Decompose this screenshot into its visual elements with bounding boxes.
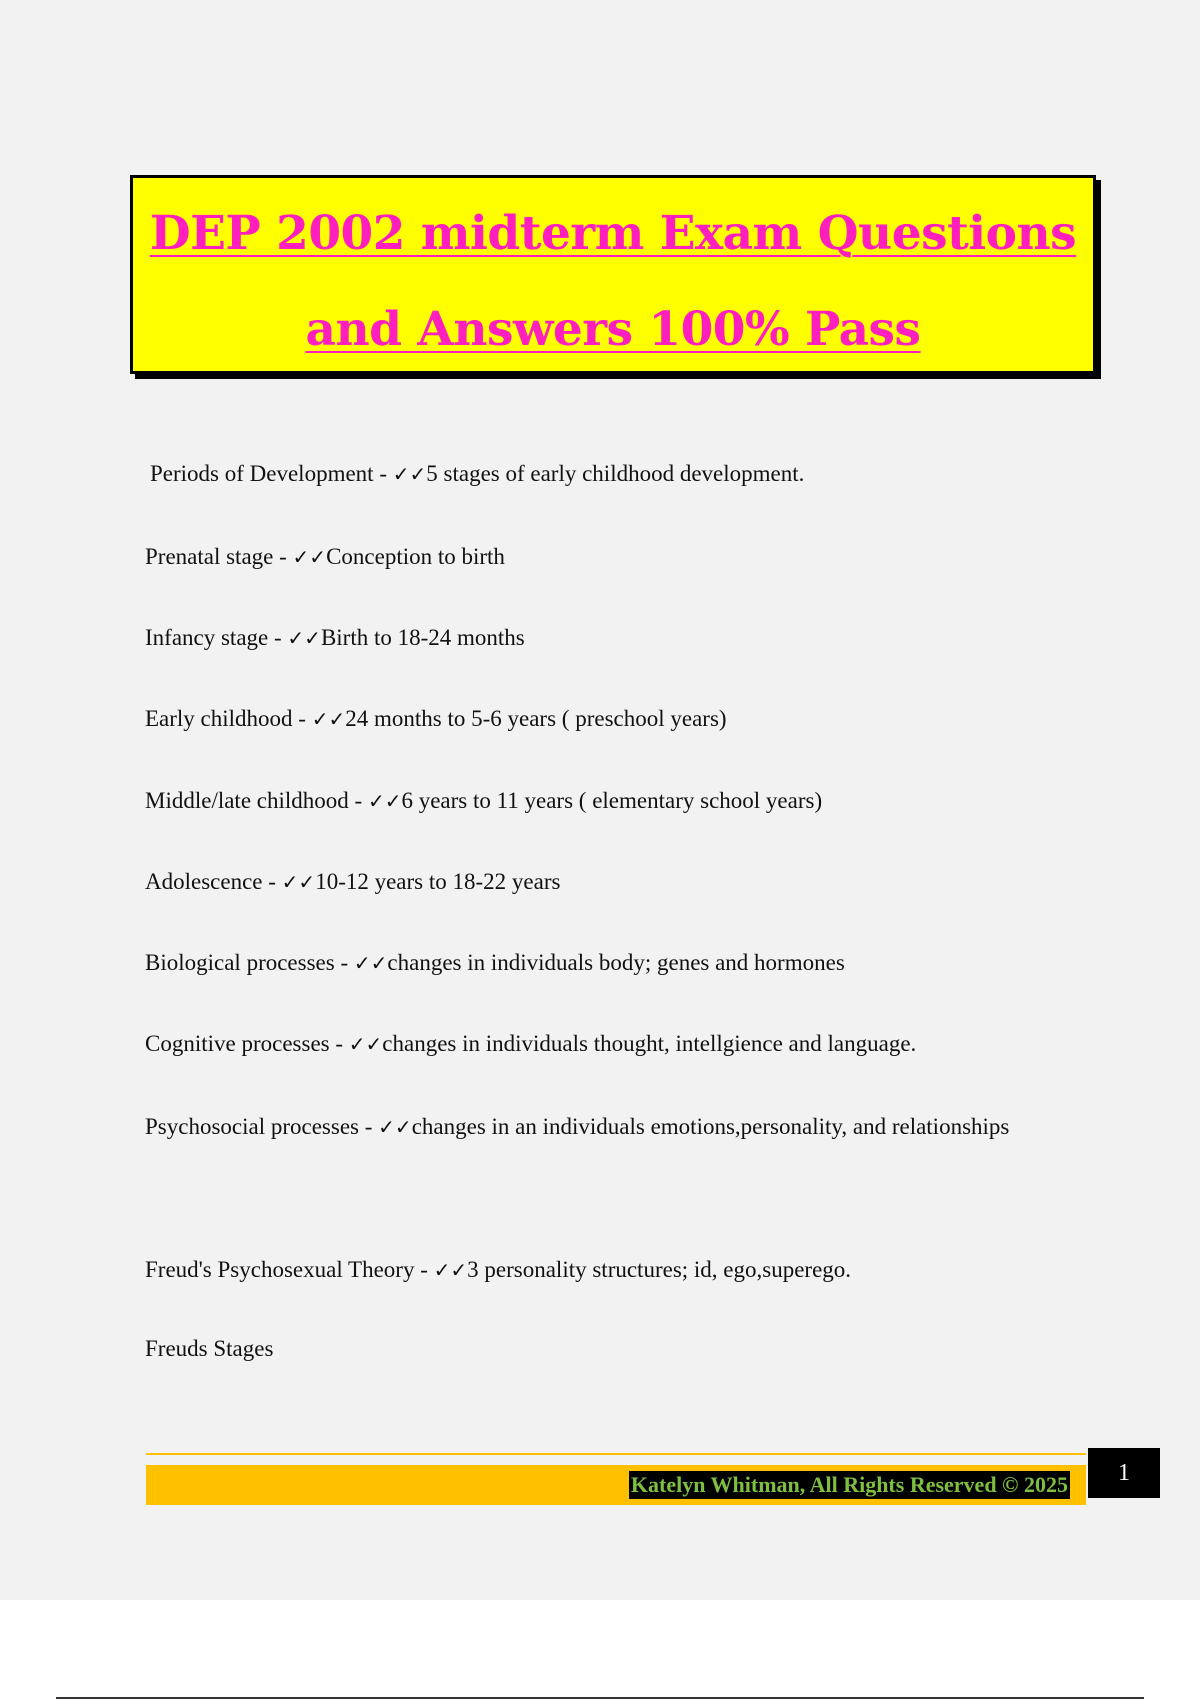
qa-definition: changes in an individuals emotions,personality, and relationships [411,1114,1010,1139]
double-check-icon: ✓✓ [348,1032,383,1056]
qa-definition: 6 years to 11 years ( elementary school years) [401,788,823,813]
title-line-1: DEP 2002 midterm Exam Questions [149,206,1077,261]
qa-term: Psychosocial processes [145,1114,359,1139]
qa-definition: 3 personality structures; id, ego,superego. [467,1257,852,1282]
qa-item: Freud's Psychosexual Theory - ✓✓3 personality structures; id, ego,superego. [145,1257,852,1282]
double-check-icon: ✓✓ [292,545,327,569]
qa-term: Biological processes [145,950,335,975]
qa-item: Adolescence - ✓✓10-12 years to 18-22 years [145,869,561,894]
qa-term: Prenatal stage [145,544,274,569]
qa-item: Infancy stage - ✓✓Birth to 18-24 months [145,625,525,650]
qa-term: Cognitive processes [145,1031,330,1056]
double-check-icon: ✓✓ [287,626,321,650]
page-number: 1 [1088,1448,1160,1498]
qa-item: Biological processes - ✓✓changes in individuals body; genes and hormones [145,950,845,975]
footer-bar [146,1465,1086,1505]
qa-term: Infancy stage [145,625,269,650]
qa-term: Early childhood [145,706,293,731]
double-check-icon: ✓✓ [433,1258,468,1282]
double-check-icon: ✓✓ [378,1115,412,1139]
qa-term: Adolescence [145,869,263,894]
double-check-icon: ✓✓ [353,951,388,975]
trailing-heading [145,1333,273,1365]
qa-item: Middle/late childhood - ✓✓6 years to 11 years ( elementary school years) [145,788,823,813]
qa-item: Periods of Development - ✓✓5 stages of early childhood development. [150,461,805,486]
qa-item: Prenatal stage - ✓✓Conception to birth [145,544,505,569]
double-check-icon: ✓✓ [311,707,346,731]
qa-definition: 10-12 years to 18-22 years [315,869,561,894]
qa-item: Early childhood - ✓✓24 months to 5-6 years ( preschool years) [145,706,727,731]
page-bottom-divider [56,1697,1144,1699]
trailing-text: Freuds Stages [145,1336,274,1361]
double-check-icon: ✓✓ [392,462,427,486]
double-check-icon: ✓✓ [367,789,402,813]
qa-definition: changes in individuals thought, intellgience and language. [382,1031,917,1056]
title-line-2: and Answers 100% Pass [305,302,921,357]
qa-definition: 5 stages of early childhood development. [426,461,805,486]
qa-definition: changes in individuals body; genes and hormones [387,950,845,975]
double-check-icon: ✓✓ [281,870,316,894]
qa-definition: Conception to birth [326,544,505,569]
qa-term: Freud's Psychosexual Theory [145,1257,415,1282]
qa-definition: Birth to 18-24 months [320,625,525,650]
qa-term: Middle/late childhood [145,788,349,813]
footer-rule [146,1453,1086,1455]
copyright-text: Katelyn Whitman, All Rights Reserved © 2025 [630,1472,1068,1497]
title-box [130,175,1096,374]
qa-item: Cognitive processes - ✓✓changes in individuals thought, intellgience and language. [145,1031,917,1056]
qa-definition: 24 months to 5-6 years ( preschool years) [345,706,727,731]
qa-term: Periods of Development [150,461,374,486]
qa-item: Psychosocial processes - ✓✓changes in an individuals emotions,personality, and relationships [145,1114,1010,1139]
